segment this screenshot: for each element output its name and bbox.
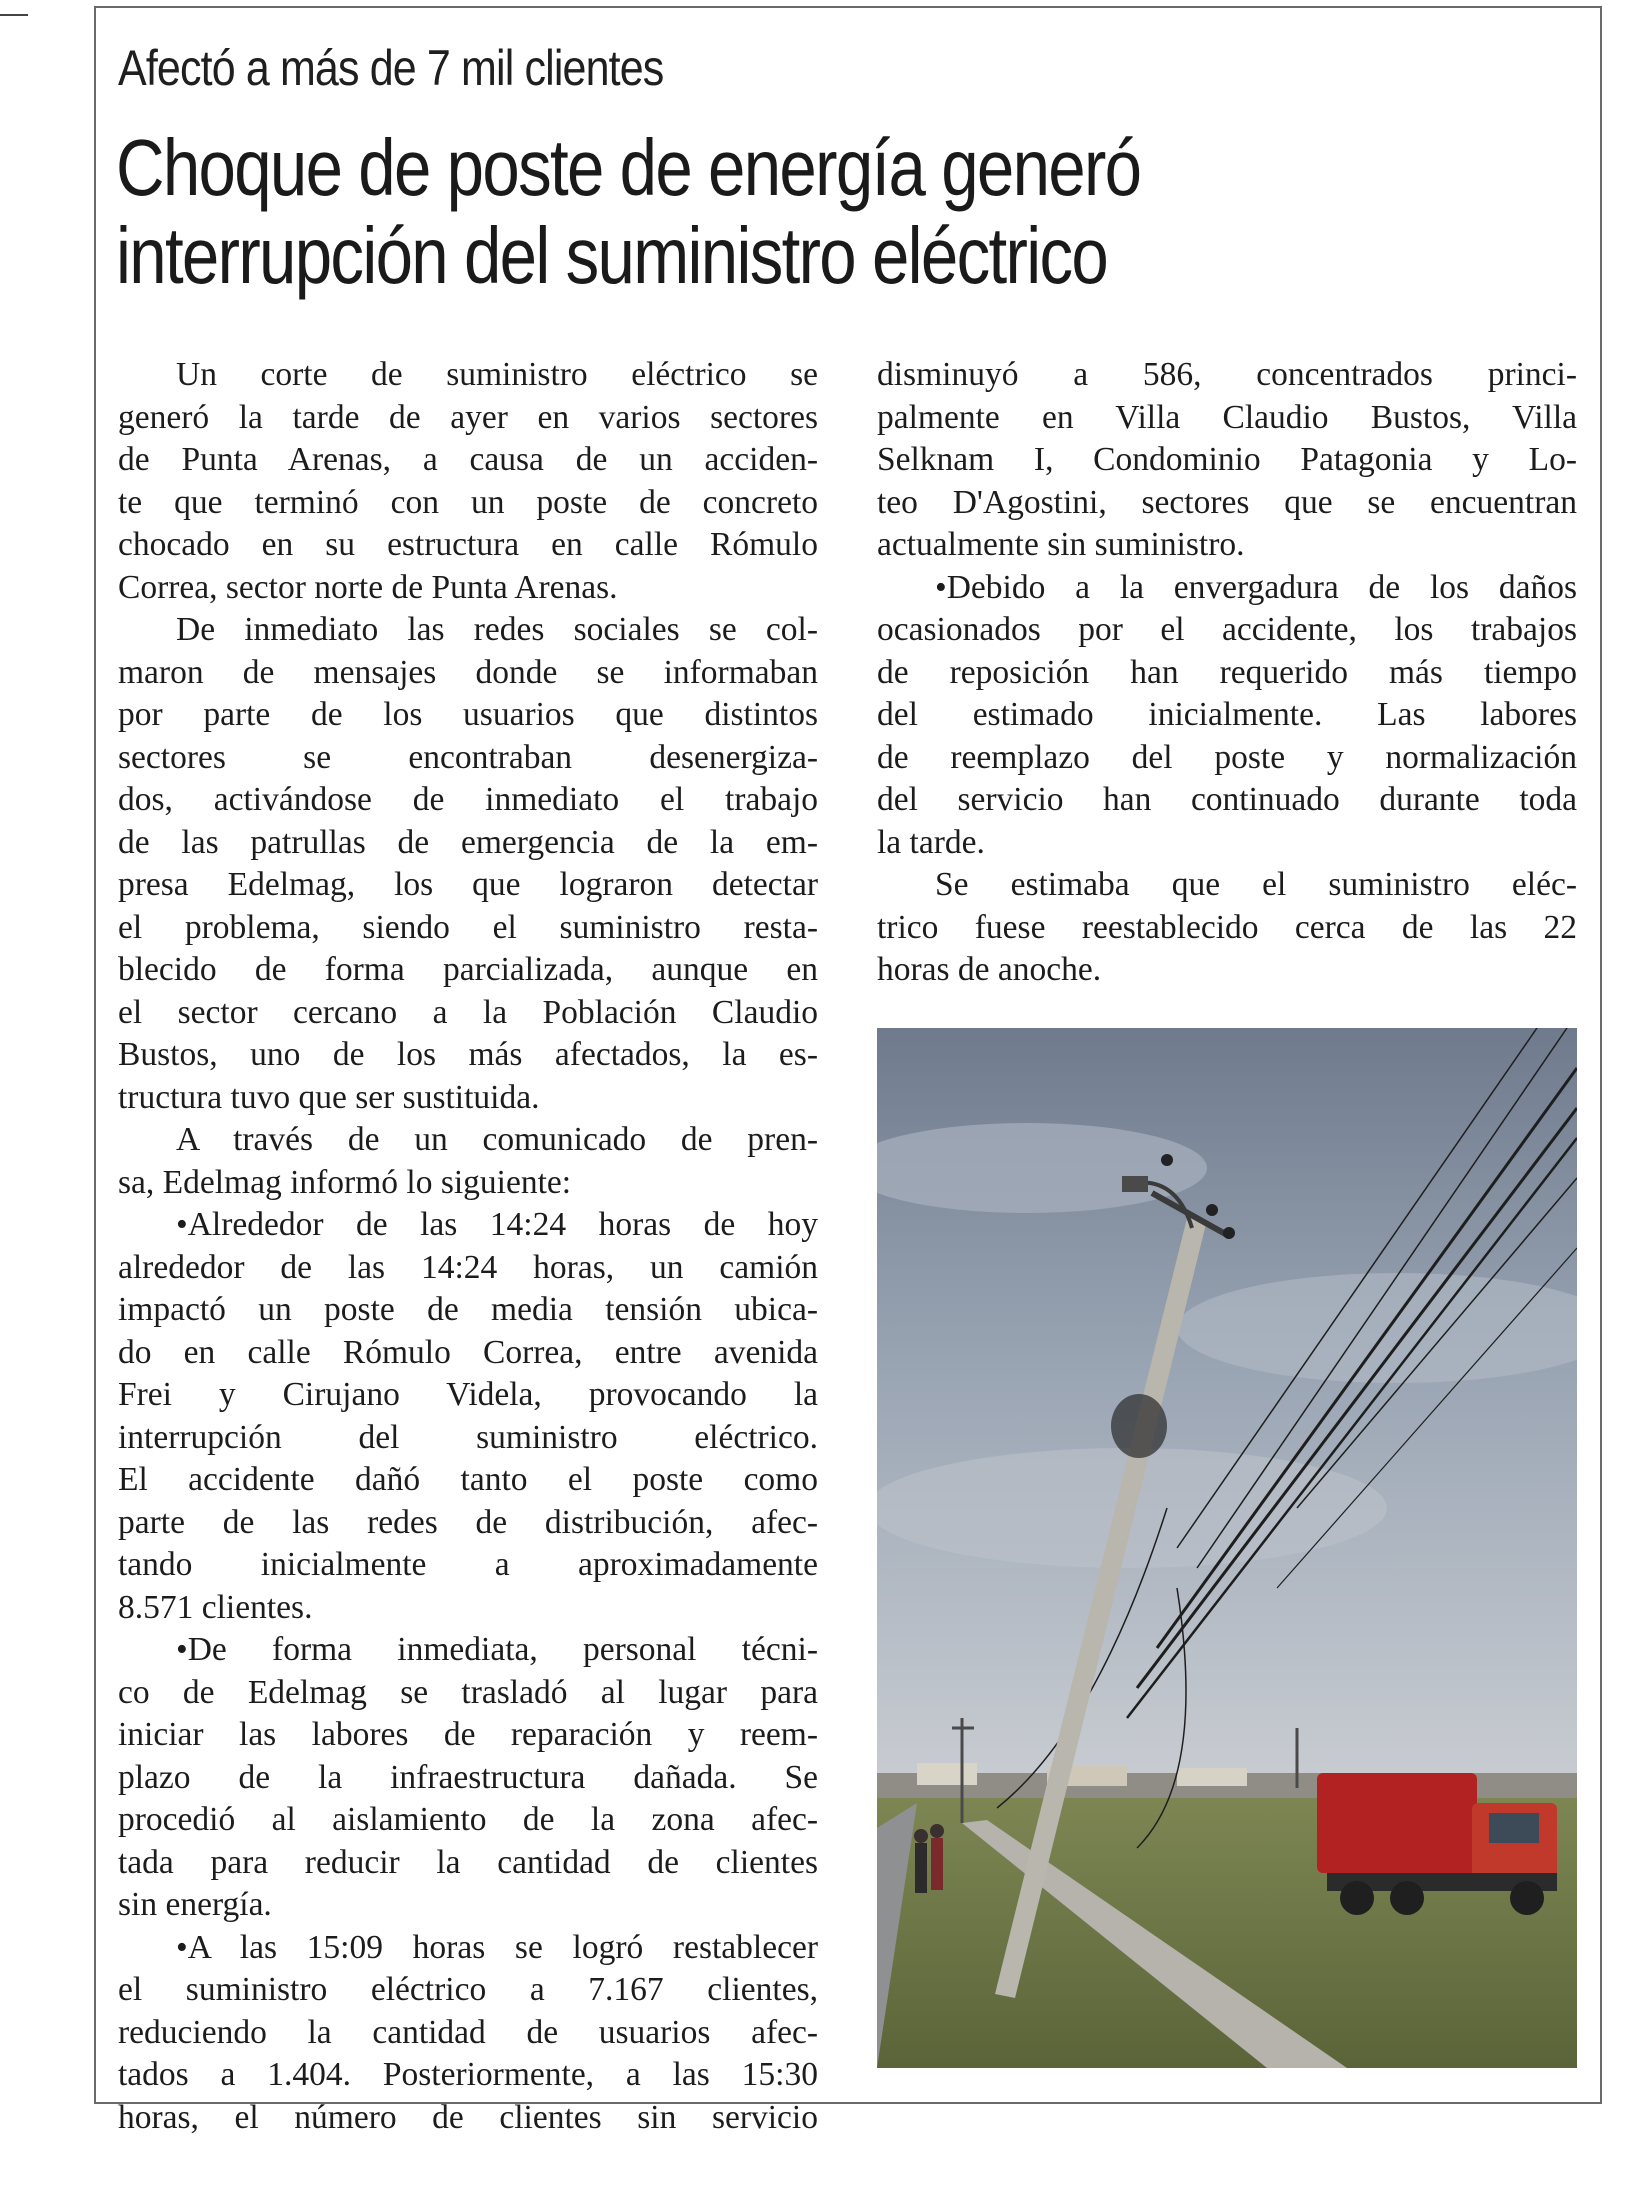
body-line: maron de mensajes donde se informaban [118,653,818,691]
photo-building [917,1763,977,1785]
body-line: Un corte de suministro eléctrico se [176,356,818,393]
body-line: presa Edelmag, los que lograron detectar [118,866,818,903]
body-line: del estimado inicialmente. Las labores [877,696,1577,733]
body-line: el sector cercano a la Población Claudio [118,993,818,1031]
body-line: teo D'Agostini, sectores que se encuentran [877,483,1577,521]
body-line: Bustos, uno de los más afectados, la es- [118,1036,818,1073]
body-line: de reemplazo del poste y normalización [877,738,1577,776]
body-line: tando inicialmente a aproximadamente [118,1546,818,1583]
body-line: tados a 1.404. Posteriormente, a las 15:30 [118,2056,818,2093]
headline-line: Choque de poste de energía generó [116,123,1141,212]
body-line: Frei y Cirujano Videla, provocando la [118,1376,818,1413]
body-line: disminuyó a 586, concentrados princi- [877,356,1577,393]
body-line: de las patrullas de emergencia de la em- [118,823,818,861]
body-line: sa, Edelmag informó lo siguiente: [118,1163,572,1201]
article-photo [877,1028,1577,2068]
body-line: 8.571 clientes. [118,1588,313,1626]
body-line: •De forma inmediata, personal técni- [176,1631,818,1668]
body-line: •Alrededor de las 14:24 horas de hoy [176,1206,818,1243]
body-line: generó la tarde de ayer en varios sectores [118,398,818,436]
body-line: Se estimaba que el suministro eléc- [935,866,1577,903]
body-line: blecido de forma parcializada, aunque en [118,951,818,988]
body-line: Correa, sector norte de Punta Arenas. [118,568,618,606]
body-line: interrupción del suministro eléctrico. [118,1418,818,1456]
body-line: El accidente dañó tanto el poste como [118,1461,818,1498]
photo-building [1177,1768,1247,1786]
body-line: impactó un poste de media tensión ubica- [118,1291,818,1328]
body-line: plazo de la infraestructura dañada. Se [118,1758,818,1796]
body-line: sectores se encontraban desenergiza- [118,738,818,776]
body-line: tada para reducir la cantidad de clientes [118,1843,818,1881]
body-line: el suministro eléctrico a 7.167 clientes, [118,1971,818,2008]
body-line: de Punta Arenas, a causa de un acciden- [118,441,818,478]
body-line: sin energía. [118,1886,272,1923]
body-line: palmente en Villa Claudio Bustos, Villa [877,398,1577,436]
article-kicker: Afectó a más de 7 mil clientes [118,40,664,96]
body-line: co de Edelmag se trasladó al lugar para [118,1673,818,1711]
body-line: horas de anoche. [877,951,1102,988]
body-line: Selknam I, Condominio Patagonia y Lo- [877,441,1577,478]
page-corner-mark [0,14,28,16]
headline-line: interrupción del suministro eléctrico [116,211,1108,300]
body-line: dos, activándose de inmediato el trabajo [118,781,818,818]
body-line: procedió al aislamiento de la zona afec- [118,1801,818,1838]
article-body-right-column [877,354,1577,992]
body-line: parte de las redes de distribución, afec- [118,1503,818,1541]
body-line: A través de un comunicado de pren- [176,1121,818,1158]
body-line: reduciendo la cantidad de usuarios afec- [118,2013,818,2051]
body-line: de reposición han requerido más tiempo [877,653,1577,691]
article-body-left-column [118,354,818,2139]
body-line: alrededor de las 14:24 horas, un camión [118,1248,818,1286]
body-line: del servicio han continuado durante toda [877,781,1577,818]
article-headline [116,124,1140,300]
body-line: la tarde. [877,823,985,861]
body-line: el problema, siendo el suministro resta- [118,908,818,946]
body-line: horas, el número de clientes sin servicio [118,2098,818,2136]
body-line: por parte de los usuarios que distintos [118,696,818,733]
body-line: •A las 15:09 horas se logró restablecer [176,1928,818,1966]
body-line: trico fuese reestablecido cerca de las 22 [877,908,1577,946]
body-line: chocado en su estructura en calle Rómulo [118,526,818,563]
body-line: te que terminó con un poste de concreto [118,483,818,521]
body-line: •Debido a la envergadura de los daños [935,568,1577,606]
body-line: actualmente sin suministro. [877,526,1245,563]
body-line: ocasionados por el accidente, los trabajos [877,611,1577,648]
body-line: tructura tuvo que ser sustituida. [118,1078,540,1116]
body-line: De inmediato las redes sociales se col- [176,611,818,648]
body-line: do en calle Rómulo Correa, entre avenida [118,1333,818,1371]
body-line: iniciar las labores de reparación y reem- [118,1716,818,1753]
